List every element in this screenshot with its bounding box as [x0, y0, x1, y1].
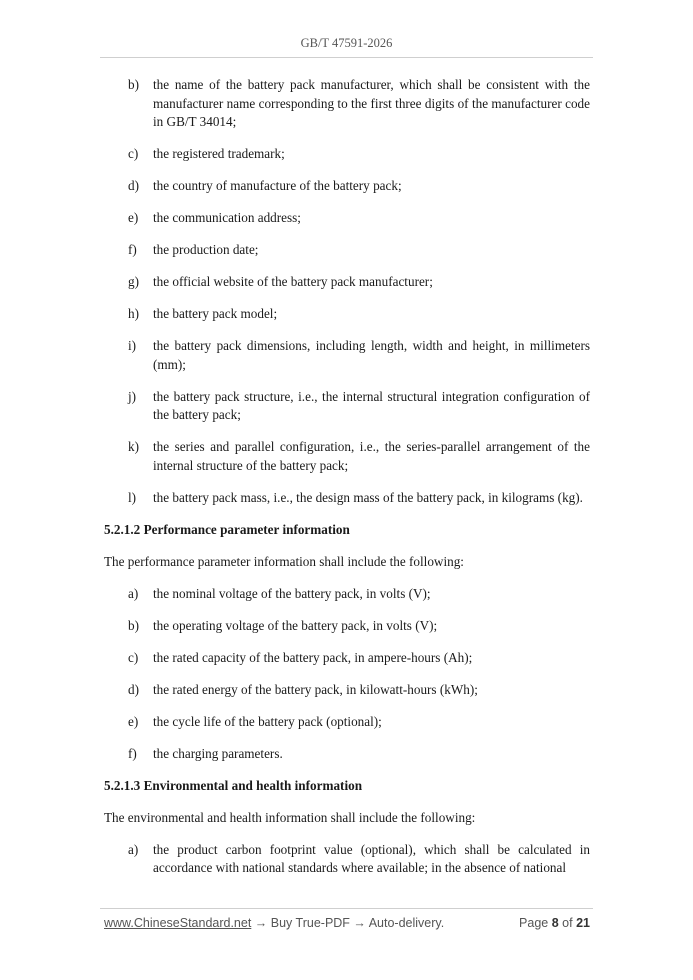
- list-item-label: d): [128, 178, 139, 193]
- section-heading: 5.2.1.3 Environmental and health information: [104, 777, 363, 793]
- list-item-label: h): [128, 306, 139, 321]
- page-total: 21: [576, 916, 590, 930]
- list-item-text: the charging parameters.: [153, 745, 283, 761]
- list-identification: [104, 76, 590, 507]
- list-item-label: k): [128, 439, 139, 454]
- list-item: [104, 649, 590, 668]
- list-item-text: the communication address;: [153, 210, 301, 225]
- list-item-text: the rated energy of the battery pack, in kilowatt-hours (kWh);: [153, 681, 478, 697]
- list-item-text: the battery pack structure, i.e., the internal structural integration configuration of the battery pack;: [153, 388, 590, 422]
- list-item-label: j): [128, 388, 137, 404]
- list-environmental: [104, 841, 590, 878]
- list-item: [104, 273, 590, 292]
- list-item: [104, 388, 590, 425]
- list-item-text: the series and parallel configuration, i.e., the series-parallel arrangement of the internal structure of the battery pack;: [153, 439, 590, 473]
- list-item-label: e): [128, 713, 139, 729]
- list-item: [104, 76, 590, 132]
- list-item-label: b): [128, 77, 139, 92]
- list-item: [104, 681, 590, 700]
- list-item-text: the nominal voltage of the battery pack, in volts (V);: [153, 585, 431, 601]
- list-item-text: the battery pack mass, i.e., the design mass of the battery pack, in kilograms (kg).: [153, 489, 583, 505]
- page-word: Page: [519, 916, 549, 930]
- list-item-text: the battery pack dimensions, including length, width and height, in millimeters (mm);: [153, 338, 590, 372]
- list-item-label: a): [128, 841, 139, 857]
- list-item-text: the operating voltage of the battery pack, in volts (V);: [153, 617, 438, 633]
- page-header: GB/T 47591-2026: [300, 36, 393, 50]
- of-word: of: [562, 916, 573, 930]
- list-item: [104, 145, 590, 164]
- list-item-text: the registered trademark;: [153, 146, 285, 161]
- list-item-label: e): [128, 210, 139, 225]
- footer-promo-text: → Buy True-PDF → Auto-delivery.: [251, 916, 445, 930]
- list-item-text: the official website of the battery pack manufacturer;: [153, 274, 433, 289]
- list-item: [104, 585, 590, 604]
- document-body: [104, 76, 590, 891]
- list-item: [104, 305, 590, 324]
- section-intro: The performance parameter information shall include the following:: [104, 553, 464, 569]
- list-item-label: a): [128, 585, 139, 601]
- list-item-text: the country of manufacture of the battery pack;: [153, 178, 402, 193]
- list-item: [104, 438, 590, 475]
- list-item-label: c): [128, 649, 139, 665]
- page-footer: [104, 916, 590, 930]
- site-link[interactable]: www.ChineseStandard.net: [104, 916, 252, 930]
- list-item-text: the battery pack model;: [153, 306, 278, 321]
- page-indicator: [519, 916, 590, 930]
- list-item-label: i): [128, 338, 137, 353]
- list-performance: [104, 585, 590, 764]
- list-item: [104, 745, 590, 764]
- list-item: [104, 489, 590, 508]
- footer-promo: [104, 916, 444, 930]
- list-item: [104, 177, 590, 196]
- list-item-label: c): [128, 146, 139, 161]
- list-item-text: the name of the battery pack manufacturer, which shall be consistent with the manufacturer name corresponding to the first three digits of the manufacturer code in GB/T 34014;: [153, 77, 590, 129]
- page-number: 8: [551, 916, 559, 930]
- list-item-label: g): [128, 274, 139, 289]
- list-item-label: l): [128, 489, 137, 505]
- list-item-label: f): [128, 242, 137, 257]
- list-item-label: f): [128, 745, 137, 761]
- section-heading: 5.2.1.2 Performance parameter information: [104, 521, 350, 537]
- list-item: [104, 209, 590, 228]
- list-item: [104, 241, 590, 260]
- list-item: [104, 337, 590, 374]
- list-item: [104, 617, 590, 636]
- list-item: [104, 713, 590, 732]
- list-item-text: the cycle life of the battery pack (optional);: [153, 713, 382, 729]
- footer-divider: [100, 908, 593, 909]
- list-item-label: b): [128, 617, 139, 633]
- section-intro: The environmental and health information shall include the following:: [104, 809, 476, 825]
- list-item: [104, 841, 590, 878]
- header-divider: [100, 57, 593, 58]
- list-item-text: the rated capacity of the battery pack, in ampere-hours (Ah);: [153, 649, 473, 665]
- list-item-text: the product carbon footprint value (optional), which shall be calculated in accordance with national standards where available; in the absence of national: [153, 841, 590, 875]
- list-item-text: the production date;: [153, 242, 259, 257]
- list-item-label: d): [128, 681, 139, 697]
